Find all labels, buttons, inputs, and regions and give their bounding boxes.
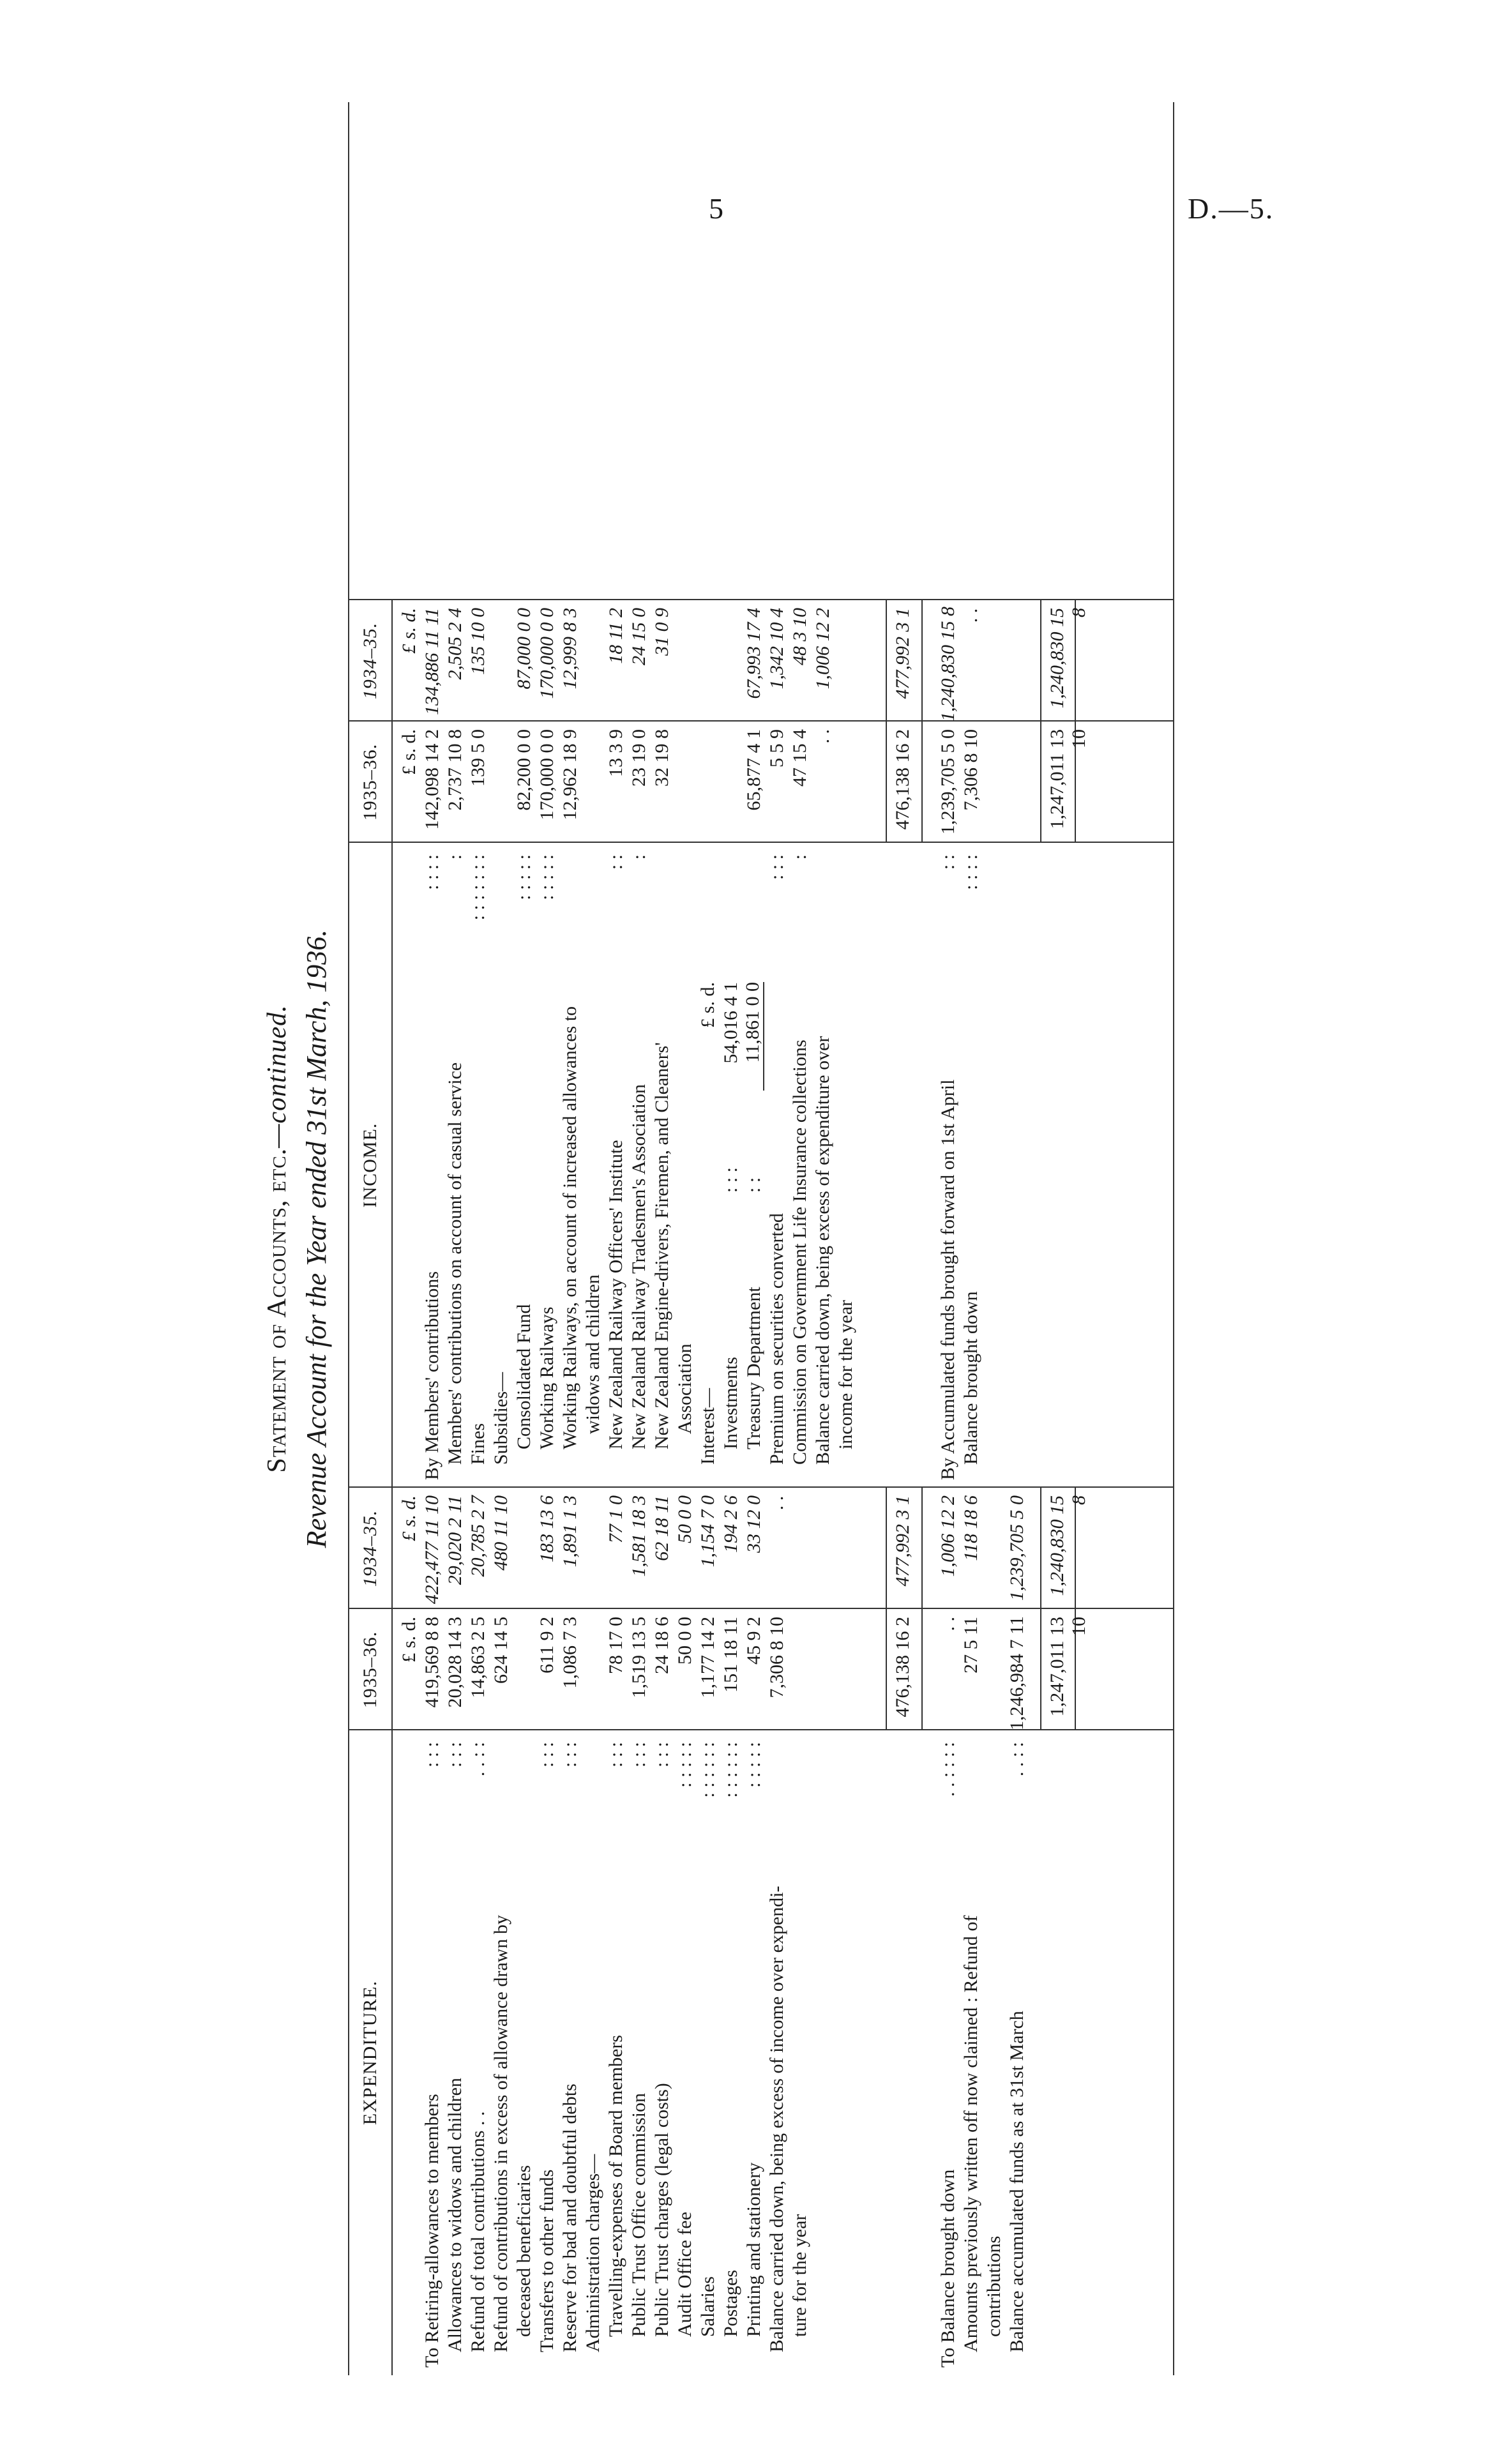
- subtotal-rule: [921, 600, 923, 843]
- table-row: Refund of total contributions . . . . : :: [467, 1742, 488, 2352]
- amount-cell: 139 5 0: [467, 729, 488, 787]
- inc-lower-1935: [937, 608, 983, 722]
- table-row: widows and children: [582, 1274, 603, 1434]
- amount-cell: 31 0 9: [651, 608, 672, 656]
- amount-cell: 1,240,830 15 8: [937, 607, 958, 722]
- amount-cell: 183 13 6: [536, 1495, 557, 1562]
- inc-total-1935: 477,992 3 1: [892, 608, 913, 699]
- table-row: Printing and stationery : : : : :: [743, 1742, 764, 2337]
- exp-year-1935-header: 1934–35.: [349, 1488, 393, 1609]
- inc-grand-total-1935: 1,240,830 15 8: [1047, 608, 1089, 709]
- amount-cell: 1,519 13 5: [628, 1617, 649, 1698]
- table-row: Public Trust charges (legal costs) : : :: [651, 1742, 672, 2337]
- amount-cell: 18 11 2: [605, 608, 626, 664]
- amount-cell: 77 1 0: [605, 1495, 626, 1543]
- table-row: New Zealand Railway Officers' Institute : :: [605, 854, 626, 1449]
- column-rule: [349, 1486, 1173, 1488]
- amount-cell: 87,000 0 0: [513, 608, 534, 690]
- amount-cell: 20,028 14 3: [444, 1617, 465, 1708]
- amount-cell: 62 18 11: [651, 1495, 672, 1561]
- table-row: Balance brought down : : : :: [960, 854, 981, 1465]
- amount-cell: 2,737 10 8: [444, 729, 465, 811]
- units-label: £ s. d.: [398, 729, 420, 775]
- units-spacer: [398, 1735, 421, 2368]
- table-row: ture for the year: [789, 2214, 810, 2337]
- income-lower-descriptions: [937, 848, 983, 1480]
- amount-cell: 29,020 2 11: [444, 1495, 465, 1585]
- table-row: Balance accumulated funds as at 31st March . . : :: [1006, 1742, 1027, 2352]
- amount-cell: 1,239,705 5 0: [1006, 1495, 1027, 1601]
- amount-cell: 14,863 2 5: [467, 1617, 488, 1698]
- amount-cell: 48 3 10: [789, 608, 810, 665]
- amount-cell: 67,993 17 4: [743, 608, 764, 699]
- expenditure-1935-column: [398, 1495, 789, 1609]
- treasury-interest: 11,861 0 0: [743, 982, 764, 1091]
- amount-cell: 13 3 9: [605, 729, 626, 777]
- amount-cell: 624 14 5: [490, 1617, 511, 1684]
- exp-year-1936-header: 1935–36.: [349, 1609, 393, 1730]
- statement-title: [262, 102, 292, 2375]
- amount-cell: 142,098 14 2: [421, 729, 443, 830]
- amount-cell: 1,891 1 3: [559, 1495, 580, 1568]
- amount-cell: 1,246,984 7 11: [1006, 1616, 1027, 1730]
- units-label: £ s. d.: [398, 1495, 420, 1541]
- document-reference: D.—5.: [1188, 192, 1275, 225]
- amount-cell: 1,239,705 5 0: [937, 729, 958, 835]
- exp-total-1935: 477,992 3 1: [892, 1495, 913, 1587]
- statement-subtitle: Revenue Account for the Year ended 31st March, 1936.: [301, 929, 332, 1548]
- table-row: By Members' contributions : : : :: [421, 854, 443, 1480]
- amount-cell: 1,006 12 2: [937, 1495, 958, 1577]
- title-main: Statement of Accounts, etc.: [262, 1147, 292, 1473]
- table-row: By Accumulated funds brought forward on 1st April : :: [937, 854, 958, 1480]
- amount-cell: . .: [766, 1495, 787, 1510]
- table-row: Working Railways : : : : :: [536, 854, 557, 1449]
- exp-total-1936: 476,138 16 2: [892, 1617, 913, 1718]
- title-continued: —continued.: [262, 1004, 292, 1148]
- table-row: Association: [674, 1343, 695, 1434]
- subtotal-rule: [886, 1488, 887, 1730]
- amount-cell: 1,342 10 4: [766, 608, 787, 690]
- subtotal-rule: [886, 600, 887, 843]
- table-row: Fines : : : : : : :: [467, 854, 488, 1465]
- revenue-account-table: [348, 102, 1174, 2375]
- income-descriptions: [398, 848, 858, 1480]
- amount-cell: 1,086 7 3: [559, 1617, 580, 1689]
- table-row: Balance carried down, being excess of expenditure over: [812, 1036, 833, 1465]
- amount-cell: . .: [812, 729, 833, 744]
- income-header: INCOME.: [349, 843, 393, 1488]
- amount-cell: 27 5 11: [960, 1617, 981, 1674]
- table-row: New Zealand Engine-drivers, Firemen, and Cleaners': [651, 1042, 672, 1449]
- table-row: Postages : : : : : :: [720, 1742, 741, 2337]
- amount-cell: 422,477 11 10: [421, 1495, 443, 1605]
- table-row: Premium on securities converted : : :: [766, 854, 787, 1465]
- table-row: Investments : : : 54,016 4 1: [720, 982, 741, 1449]
- inc-total-1936: 476,138 16 2: [892, 729, 913, 830]
- grand-total-rule: [1040, 600, 1041, 843]
- table-row: Amounts previously written off now claimed : Refund of: [960, 1915, 981, 2352]
- amount-cell: 12,999 8 3: [559, 608, 580, 690]
- amount-cell: 32 19 8: [651, 729, 672, 787]
- table-row: Reserve for bad and doubtful debts : : :: [559, 1742, 580, 2352]
- amount-cell: 65,877 4 1: [743, 729, 764, 811]
- amount-cell: 24 18 6: [651, 1617, 672, 1674]
- table-row: Balance carried down, being excess of income over expendi-: [766, 1886, 787, 2352]
- amount-cell: . .: [937, 1617, 958, 1631]
- amount-cell: 50 0 0: [674, 1617, 695, 1665]
- investments-interest: 54,016 4 1: [720, 982, 741, 1064]
- income-1935-column: [398, 608, 835, 722]
- income-1936-column: [398, 729, 835, 843]
- expenditure-lower-descriptions: [937, 1735, 1029, 2368]
- amount-cell: 151 18 11: [720, 1617, 741, 1693]
- exp-lower-1936: [937, 1617, 1029, 1730]
- inc-year-1936-header: 1935–36.: [349, 722, 393, 843]
- amount-cell: 1,581 18 3: [628, 1495, 649, 1577]
- table-row: Transfers to other funds : : :: [536, 1742, 557, 2352]
- amount-cell: 50 0 0: [674, 1495, 695, 1543]
- amount-cell: 135 10 0: [467, 608, 488, 675]
- exp-grand-total-1935: 1,240,830 15 8: [1047, 1495, 1089, 1596]
- amount-cell: 82,200 0 0: [513, 729, 534, 811]
- table-row: Working Railways, on account of increased allowances to: [559, 1006, 580, 1449]
- amount-cell: 419,569 8 8: [421, 1617, 443, 1708]
- table-row: Allowances to widows and children : : :: [444, 1742, 465, 2352]
- table-row: Salaries : : : : : :: [697, 1742, 718, 2337]
- amount-cell: 7,306 8 10: [960, 729, 981, 811]
- inc-lower-1936: [937, 729, 983, 843]
- table-row: income for the year: [835, 1299, 856, 1449]
- table-row: Audit Office fee : : : : :: [674, 1742, 695, 2337]
- table-row: Subsidies—: [490, 1372, 511, 1465]
- table-row: New Zealand Railway Tradesmen's Association :: [628, 854, 649, 1449]
- table-row: Members' contributions on account of casual service :: [444, 854, 465, 1465]
- table-row: To Balance brought down . . : : : :: [937, 1742, 958, 2368]
- table-row: Refund of contributions in excess of allowance drawn by: [490, 1915, 511, 2352]
- amount-cell: 23 19 0: [628, 729, 649, 787]
- units-spacer: [398, 848, 421, 1480]
- grand-total-rule: [1040, 1488, 1041, 1730]
- expenditure-header: EXPENDITURE.: [349, 1730, 393, 2375]
- amount-cell: 1,177 14 2: [697, 1617, 718, 1698]
- amount-cell: 20,785 2 7: [467, 1495, 488, 1577]
- inc-grand-total-1936: 1,247,011 13 10: [1047, 729, 1089, 829]
- table-row: Interest— £ s. d.: [697, 982, 718, 1465]
- amount-cell: 134,886 11 11: [421, 608, 443, 716]
- exp-grand-total-1936: 1,247,011 13 10: [1047, 1617, 1089, 1717]
- page-number: 5: [709, 192, 723, 225]
- amount-cell: 47 15 4: [789, 729, 810, 787]
- table-row: Commission on Government Life Insurance collections :: [789, 854, 810, 1465]
- table-row: Administration charges—: [582, 2154, 603, 2352]
- table-row: To Retiring-allowances to members : : :: [421, 1742, 443, 2368]
- amount-cell: 7,306 8 10: [766, 1617, 787, 1698]
- expenditure-1936-column: [398, 1617, 789, 1730]
- amount-cell: 170,000 0 0: [536, 729, 557, 820]
- amount-cell: 118 18 6: [960, 1495, 981, 1561]
- amount-cell: 480 11 10: [490, 1495, 511, 1571]
- amount-cell: 611 9 2: [536, 1617, 557, 1674]
- amount-cell: 12,962 18 9: [559, 729, 580, 820]
- column-rule: [349, 599, 1173, 600]
- subtotal-rule: [921, 1488, 923, 1730]
- amount-cell: 5 5 9: [766, 729, 787, 767]
- table-row: Treasury Department : : 11,861 0 0: [742, 982, 764, 1449]
- amount-cell: 33 12 0: [743, 1495, 764, 1553]
- amount-cell: 1,154 7 0: [697, 1495, 718, 1568]
- amount-cell: 78 17 0: [605, 1617, 626, 1674]
- amount-cell: 194 2 6: [720, 1495, 741, 1553]
- units-label: £ s. d.: [398, 1617, 420, 1663]
- amount-cell: 2,505 2 4: [444, 608, 465, 680]
- table-row: Public Trust Office commission : : :: [628, 1742, 649, 2337]
- table-row: Travelling-expenses of Board members : : :: [605, 1742, 626, 2337]
- amount-cell: 170,000 0 0: [536, 608, 557, 699]
- inc-year-1935-header: 1934–35.: [349, 600, 393, 722]
- table-row: deceased beneficiaries: [513, 2165, 534, 2337]
- exp-lower-1935: [937, 1495, 1029, 1609]
- amount-cell: 24 15 0: [628, 608, 649, 665]
- table-row: contributions: [983, 2235, 1004, 2337]
- amount-cell: 1,006 12 2: [812, 608, 833, 690]
- amount-cell: 45 9 2: [743, 1617, 764, 1665]
- table-row: Consolidated Fund : : : : :: [513, 854, 534, 1449]
- interest-units: £ s. d.: [697, 982, 718, 1028]
- rotated-statement: [262, 102, 1188, 2375]
- expenditure-descriptions: [398, 1735, 812, 2368]
- units-label: £ s. d.: [398, 608, 420, 654]
- amount-cell: . .: [960, 608, 981, 623]
